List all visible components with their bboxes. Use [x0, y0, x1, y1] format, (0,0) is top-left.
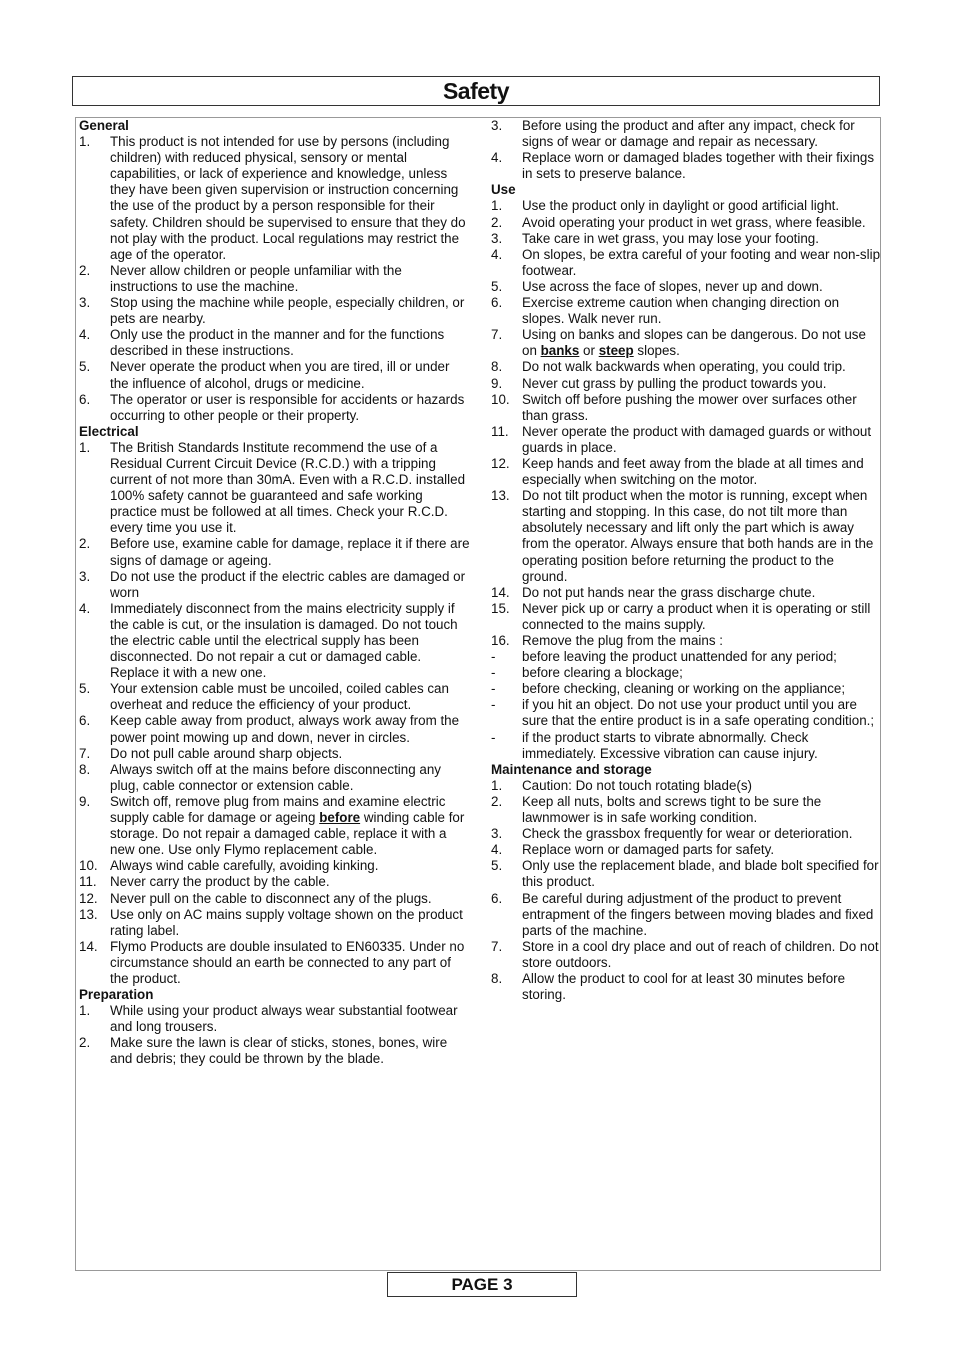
list-item — [491, 279, 881, 295]
emphasis-banks: banks — [540, 343, 580, 359]
item-number: 8. — [491, 970, 503, 986]
list-item — [79, 359, 471, 391]
list-item — [79, 569, 471, 601]
item-text: Keep cable away from product, always work away from the power point mowing up and down, never in circles. — [110, 713, 460, 745]
item-number: 4. — [491, 842, 503, 858]
item-number: 4. — [79, 600, 91, 616]
item-number: 9. — [79, 793, 91, 809]
list-item — [79, 746, 471, 762]
list-item — [491, 424, 881, 456]
use-list-continued — [491, 359, 881, 761]
list-item — [491, 118, 881, 150]
maintenance-list — [491, 778, 881, 1003]
item-text: Remove the plug from the mains : — [522, 633, 723, 648]
item-text: Never cut grass by pulling the product towards you. — [522, 375, 827, 391]
item-text: Flymo Products are double insulated to EN60335. Under no circumstance should an earth be connected to any part of the product. — [110, 938, 465, 986]
item-text: Use the product only in daylight or good artificial light. — [522, 198, 840, 214]
list-item — [491, 295, 881, 327]
item-number: 8. — [79, 761, 91, 777]
list-item — [491, 730, 881, 762]
item-text: Avoid operating your product in wet grass, where feasible. — [522, 214, 866, 230]
list-item — [491, 842, 881, 858]
item-text: Do not use the product if the electric cables are damaged or worn — [110, 568, 466, 600]
list-item — [79, 440, 471, 537]
item-text: Do not walk backwards when operating, you could trip. — [522, 359, 846, 375]
item-number: 5. — [491, 278, 503, 294]
general-list — [79, 134, 471, 424]
item-number: 5. — [79, 359, 91, 375]
item-text: Always switch off at the mains before disconnecting any plug, cable connector or extension cable. — [110, 761, 441, 793]
list-item — [79, 762, 471, 794]
item-text: Switch off before pushing the mower over surfaces other than grass. — [522, 391, 857, 423]
content-box — [75, 117, 881, 1271]
item-text: Stop using the machine while people, especially children, or pets are nearby. — [110, 295, 465, 327]
item-text: Do not tilt product when the motor is running, except when starting and stopping. In this case, do not tilt more than absolutely necessary and lift only the part which is away from the operator. Always ensure that both hands are in the operating position before returning the product to the ground. — [522, 488, 874, 584]
item-number: 1. — [491, 198, 503, 214]
item-number: - — [491, 649, 496, 665]
list-item — [491, 488, 881, 585]
item-text: Your extension cable must be uncoiled, coiled cables can overheat and reduce the efficiency of your product. — [110, 681, 449, 713]
item-number: - — [491, 681, 496, 697]
list-item — [491, 392, 881, 424]
list-item — [79, 891, 471, 907]
item-number: 16. — [491, 633, 510, 648]
list-item — [79, 536, 471, 568]
item-text: Do not pull cable around sharp objects. — [110, 745, 343, 761]
item-text: Replace worn or damaged blades together with their fixings in sets to preserve balance. — [522, 150, 875, 182]
item-number: 14. — [79, 938, 98, 954]
list-item — [79, 907, 471, 939]
list-item — [79, 858, 471, 874]
emphasis-before: before — [319, 810, 361, 826]
item-number: 9. — [491, 375, 503, 391]
item-text: Be careful during adjustment of the product to prevent entrapment of the fingers between moving blades and fixed parts of the machine. — [522, 890, 874, 938]
list-item — [491, 826, 881, 842]
item-text: Allow the product to cool for at least 30 minutes before storing. — [522, 970, 846, 1003]
item-number: 11. — [79, 874, 97, 890]
item-number: 14. — [491, 584, 510, 600]
item-text: Replace worn or damaged parts for safety. — [522, 842, 775, 858]
item-number: 1. — [79, 1003, 91, 1019]
item-number: 15. — [491, 600, 510, 616]
item-text: Store in a cool dry place and out of reach of children. Do not store outdoors. — [522, 938, 879, 970]
list-item — [79, 601, 471, 681]
item-text: Never operate the product when you are tired, ill or under the influence of alcohol, drugs or medicine. — [110, 359, 450, 391]
list-item — [491, 359, 881, 375]
list-item — [491, 681, 881, 697]
item-number: 1. — [79, 134, 91, 150]
item-text: Before using the product and after any impact, check for signs of wear or damage and repair as necessary. — [522, 118, 855, 150]
list-item — [491, 858, 881, 890]
item-text: Use only on AC mains supply voltage shown on the product rating label. — [110, 906, 463, 938]
list-item — [79, 134, 471, 263]
item-text: Never operate the product with damaged guards or without guards in place. — [522, 423, 872, 455]
item-number: 7. — [491, 327, 503, 343]
item-text: Before use, examine cable for damage, replace it if there are signs of damage or ageing. — [110, 536, 470, 568]
item-number: 6. — [79, 391, 91, 407]
item-text: if you hit an object. Do not use your product until you are sure that the entire product is in a safe operating condition.; — [522, 697, 875, 729]
use-list — [491, 198, 881, 327]
list-item — [79, 1003, 471, 1035]
item-number: 10. — [79, 858, 98, 874]
list-item — [491, 231, 881, 247]
item-text: Check the grassbox frequently for wear or deterioration. — [522, 826, 853, 842]
item-number: 6. — [491, 890, 503, 906]
item-text: Do not put hands near the grass discharge chute. — [522, 584, 816, 600]
page-number: PAGE 3 — [451, 1275, 513, 1294]
item-number: 6. — [491, 295, 503, 311]
item-number: 5. — [491, 858, 503, 874]
page-title: Safety — [442, 78, 510, 104]
use-heading: Use — [491, 182, 516, 198]
preparation-list-continued — [491, 118, 881, 182]
item-text: Never allow children or people unfamiliar with the instructions to use the machine. — [110, 262, 402, 294]
item-number: 2. — [79, 1035, 91, 1051]
list-item — [491, 198, 881, 214]
item-number: 12. — [79, 890, 98, 906]
list-item — [491, 376, 881, 392]
item-text: before clearing a blockage; — [522, 665, 683, 681]
item-text: Always wind cable carefully, avoiding kinking. — [110, 858, 379, 874]
item-number: 7. — [491, 938, 503, 954]
item-number: 3. — [79, 295, 91, 311]
electrical-list-continued — [79, 858, 471, 987]
left-column — [79, 118, 471, 1068]
item-text: Never pick up or carry a product when it is operating or still connected to the mains supply. — [522, 600, 871, 632]
item-number: 12. — [491, 455, 510, 471]
item-number: 3. — [79, 568, 91, 584]
item-number: 3. — [491, 826, 503, 842]
maintenance-heading: Maintenance and storage — [491, 761, 652, 777]
list-item — [491, 649, 881, 665]
item-text: Only use the replacement blade, and blade bolt specified for this product. — [522, 858, 879, 890]
item-number: 3. — [491, 230, 503, 246]
list-item — [79, 681, 471, 713]
item-number: 13. — [79, 906, 98, 922]
item-text: On slopes, be extra careful of your footing and wear non-slip footwear. — [522, 246, 881, 278]
item-text: Only use the product in the manner and for the functions described in these instructions. — [110, 327, 445, 359]
list-item — [491, 215, 881, 231]
item-text: While using your product always wear substantial footwear and long trousers. — [110, 1003, 458, 1035]
general-heading: General — [79, 118, 129, 133]
item-text: Keep hands and feet away from the blade at all times and especially when switching on the motor. — [522, 455, 864, 488]
list-item — [491, 891, 881, 939]
item-text: Never pull on the cable to disconnect any of the plugs. — [110, 890, 432, 906]
item-number: 1. — [491, 777, 503, 793]
emphasis-steep: steep — [598, 343, 634, 359]
list-item — [491, 150, 881, 182]
item-text: Switch off, remove plug from mains and examine electric supply cable for damage or ageing before winding cable for storage. Do not repair a damaged cable, replace it with a new one. Use only Flymo replacement cable. — [110, 793, 465, 858]
right-column — [491, 118, 881, 1003]
item-number: 1. — [79, 439, 91, 455]
title-box — [72, 76, 880, 106]
list-item — [491, 247, 881, 279]
item-number: 10. — [491, 391, 510, 407]
item-number: 13. — [491, 488, 510, 504]
item-number: 4. — [491, 246, 503, 262]
item-number: - — [491, 697, 496, 713]
list-item — [491, 778, 881, 794]
item-number: 3. — [491, 118, 503, 133]
list-item — [491, 327, 881, 359]
electrical-heading: Electrical — [79, 423, 139, 439]
item-text: Take care in wet grass, you may lose your footing. — [522, 230, 819, 246]
item-text: Keep all nuts, bolts and screws tight to be sure the lawnmower is in safe working condition. — [522, 793, 822, 826]
preparation-heading: Preparation — [79, 987, 154, 1003]
list-item — [491, 697, 881, 729]
list-item — [79, 327, 471, 359]
item-number: 8. — [491, 359, 503, 375]
list-item — [79, 392, 471, 424]
list-item — [491, 971, 881, 1003]
item-text: Immediately disconnect from the mains electricity supply if the cable is cut, or the insulation is damaged. Do not touch the electric cable until the electrical supply has been disconnected. Do not repair a cut or damaged cable. Replace it with a new one. — [110, 600, 458, 681]
item-text: This product is not intended for use by persons (including children) with reduced physical, sensory or mental capabilities, or lack of experience and knowledge, unless they have been given supervision or instruction concerning the use of the product by a person responsible for their safety. Children should be supervised to ensure that they do not play with the product. Local regulations may restrict the age of the operator. — [110, 134, 466, 262]
item-number: 4. — [491, 150, 503, 166]
item-text: Caution: Do not touch rotating blade(s) — [522, 777, 753, 793]
item-number: 7. — [79, 745, 91, 761]
item-text: before checking, cleaning or working on the appliance; — [522, 681, 846, 697]
list-item — [79, 874, 471, 890]
list-item — [491, 456, 881, 488]
item-number: - — [491, 729, 496, 745]
preparation-list — [79, 1003, 471, 1067]
item-text: Using on banks and slopes can be dangerous. Do not use on banks or steep slopes. — [522, 327, 866, 359]
electrical-list — [79, 440, 471, 794]
item-text: Use across the face of slopes, never up and down. — [522, 278, 823, 294]
list-item — [79, 939, 471, 987]
item-number: 2. — [491, 793, 503, 809]
list-item — [491, 633, 881, 649]
item-number: 2. — [491, 214, 503, 230]
item-number: 5. — [79, 681, 91, 697]
list-item — [491, 601, 881, 633]
item-text: Make sure the lawn is clear of sticks, stones, bones, wire and debris; they could be thrown by the blade. — [110, 1035, 448, 1067]
item-text: Exercise extreme caution when changing direction on slopes. Walk never run. — [522, 295, 840, 327]
list-item — [79, 794, 471, 858]
list-item — [491, 939, 881, 971]
item-text: if the product starts to vibrate abnormally. Check immediately. Excessive vibration can cause injury. — [522, 729, 818, 761]
list-item — [491, 665, 881, 681]
item-text: Never carry the product by the cable. — [110, 874, 330, 890]
list-item — [79, 295, 471, 327]
list-item — [79, 1035, 471, 1067]
item-number: 11. — [491, 423, 509, 439]
list-item — [79, 263, 471, 295]
list-item — [491, 794, 881, 826]
item-number: 4. — [79, 327, 91, 343]
item-text: The British Standards Institute recommend the use of a Residual Current Circuit Device (R.C.D.) with a tripping current of not more than 30mA. Even with a R.C.D. installed 100% safety cannot be guaranteed and safe working practice must be followed at all times. Check your R.C.D. every time you use it. — [110, 439, 466, 536]
item-number: 2. — [79, 262, 91, 278]
list-item — [79, 713, 471, 745]
item-number: 2. — [79, 536, 91, 552]
list-item — [491, 585, 881, 601]
item-text: The operator or user is responsible for accidents or hazards occurring to other people or their property. — [110, 391, 465, 423]
page-number-box — [387, 1272, 577, 1297]
item-number: 6. — [79, 713, 91, 729]
item-text: before leaving the product unattended for any period; — [522, 649, 837, 665]
item-number: - — [491, 665, 496, 681]
